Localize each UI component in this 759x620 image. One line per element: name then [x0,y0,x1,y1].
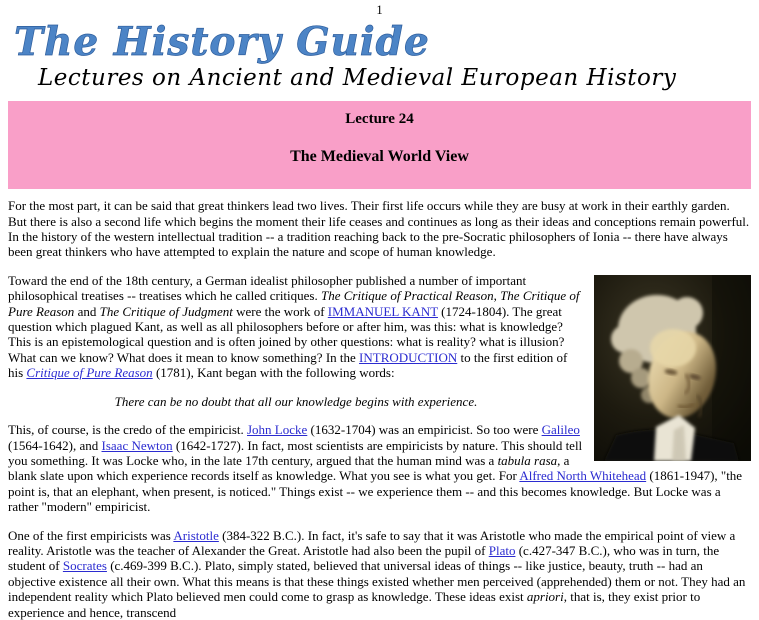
paragraph-intro [8,198,751,260]
text-run: were the work of [232,303,328,319]
immanuel-kant-link[interactable]: IMMANUEL KANT [327,303,438,319]
text-run: to the first edition of his [8,349,568,381]
text-run: (c.427-347 B.C.), who was in turn, the student of [8,542,720,574]
text-run: (1632-1704) was an empiricist. So too were [307,422,542,438]
lecture-number: Lecture 24 [345,111,414,128]
page-number: 1 [376,3,383,17]
introduction-link[interactable]: INTRODUCTION [359,349,458,365]
paragraph-kant [8,273,751,381]
text-run: tabula rasa [497,452,558,468]
text-run: The Critique of Practical Reason [320,288,494,304]
john-locke-link[interactable]: John Locke [247,422,308,438]
text-run: , that is, they exist prior to experience and hence, transcend [8,589,701,620]
alfred-north-whitehead-link[interactable]: Alfred North Whitehead [519,468,647,484]
paragraph-aristotle [8,528,751,620]
text-run: Toward the end of the 18th century, a German idealist philosopher published a number of important philosophical treatises -- treatises which he called critiques. [8,272,527,304]
text-run: , [493,288,501,304]
text-run: (1861-1947), "the point is, that an elephant, when present, is noticed." Things exist -- we experience them -- and this becomes knowledge. But Locke was a rather "modern" empiricist. [8,468,743,515]
text-run: The Critique of Judgment [99,303,233,319]
text-run: One of the first empiricists was [8,527,174,543]
article-body [8,198,751,620]
lecture-title: The Medieval World View [290,147,469,165]
plato-link[interactable]: Plato [488,542,516,558]
text-run: (1642-1727). In fact, most scientists are empiricists by nature. This should tell you something. It was Locke who, in the late 17th century, argued that the human mind was a [8,437,583,468]
text-run: For the most part, it can be said that great thinkers lead two lives. Their first life occurs while they are busy at work in their earthly garden. But there is also a second life which begins the moment their life ceases and continues as long as their ideas and conceptions remain powerful. In the history of the western intellectual tradition -- a tradition reaching back to the pre-Socratic philosophers of Ionia -- there have always been great thinkers who have attempted to explain the nature and scope of human knowledge. [8,198,750,260]
site-subtitle: Lectures on Ancient and Medieval European History [38,65,677,92]
kant-quote: There can be no doubt that all our knowledge begins with experience. [114,393,478,409]
critique-of-pure-reason-link[interactable]: Critique of Pure Reason [26,365,153,381]
isaac-newton-link[interactable]: Isaac Newton [101,437,173,453]
kant-portrait-svg [594,275,751,461]
text-run: (c.469-399 B.C.). Plato, simply stated, believed that universal ideas of things -- like justice, beauty, truth -- had an objective existence all their own. What this means is that these things existed whether men perceived (apprehended) them or not. They had an independent reality which Plato believed men could come to grasp as knowledge. These ideas exist [8,558,746,605]
lecture-banner [8,101,751,189]
text-run: apriori [526,589,564,605]
site-title: The History Guide [14,19,430,65]
text-run: , a blank slate upon which experience records itself as knowledge. What you see is what you get. For [8,452,570,484]
text-run: This, of course, is the credo of the empiricist. [8,422,247,438]
text-run: (384-322 B.C.). In fact, it's safe to say that it was Aristotle who made the empirical point of view a reality. Aristotle was the teacher of Alexander the Great. Aristotle had also been the pupil of [8,527,736,558]
text-run: The Critique of Pure Reason [8,288,580,319]
galileo-link[interactable]: Galileo [541,422,580,438]
text-run: (1564-1642), and [8,437,102,453]
kant-portrait-image [594,275,751,461]
aristotle-link[interactable]: Aristotle [173,527,219,543]
text-run: (1724-1804). The great question which plagued Kant, as well as all philosophers before or after him, was this: what is knowledge? This is an epistemological question and is often joined by other questions: what is reality? what is illusion? What can we know? What does it mean to know something? In the [8,303,565,365]
text-run: and [74,303,100,319]
socrates-link[interactable]: Socrates [62,558,107,574]
text-run: (1781), Kant began with the following words: [152,365,395,381]
